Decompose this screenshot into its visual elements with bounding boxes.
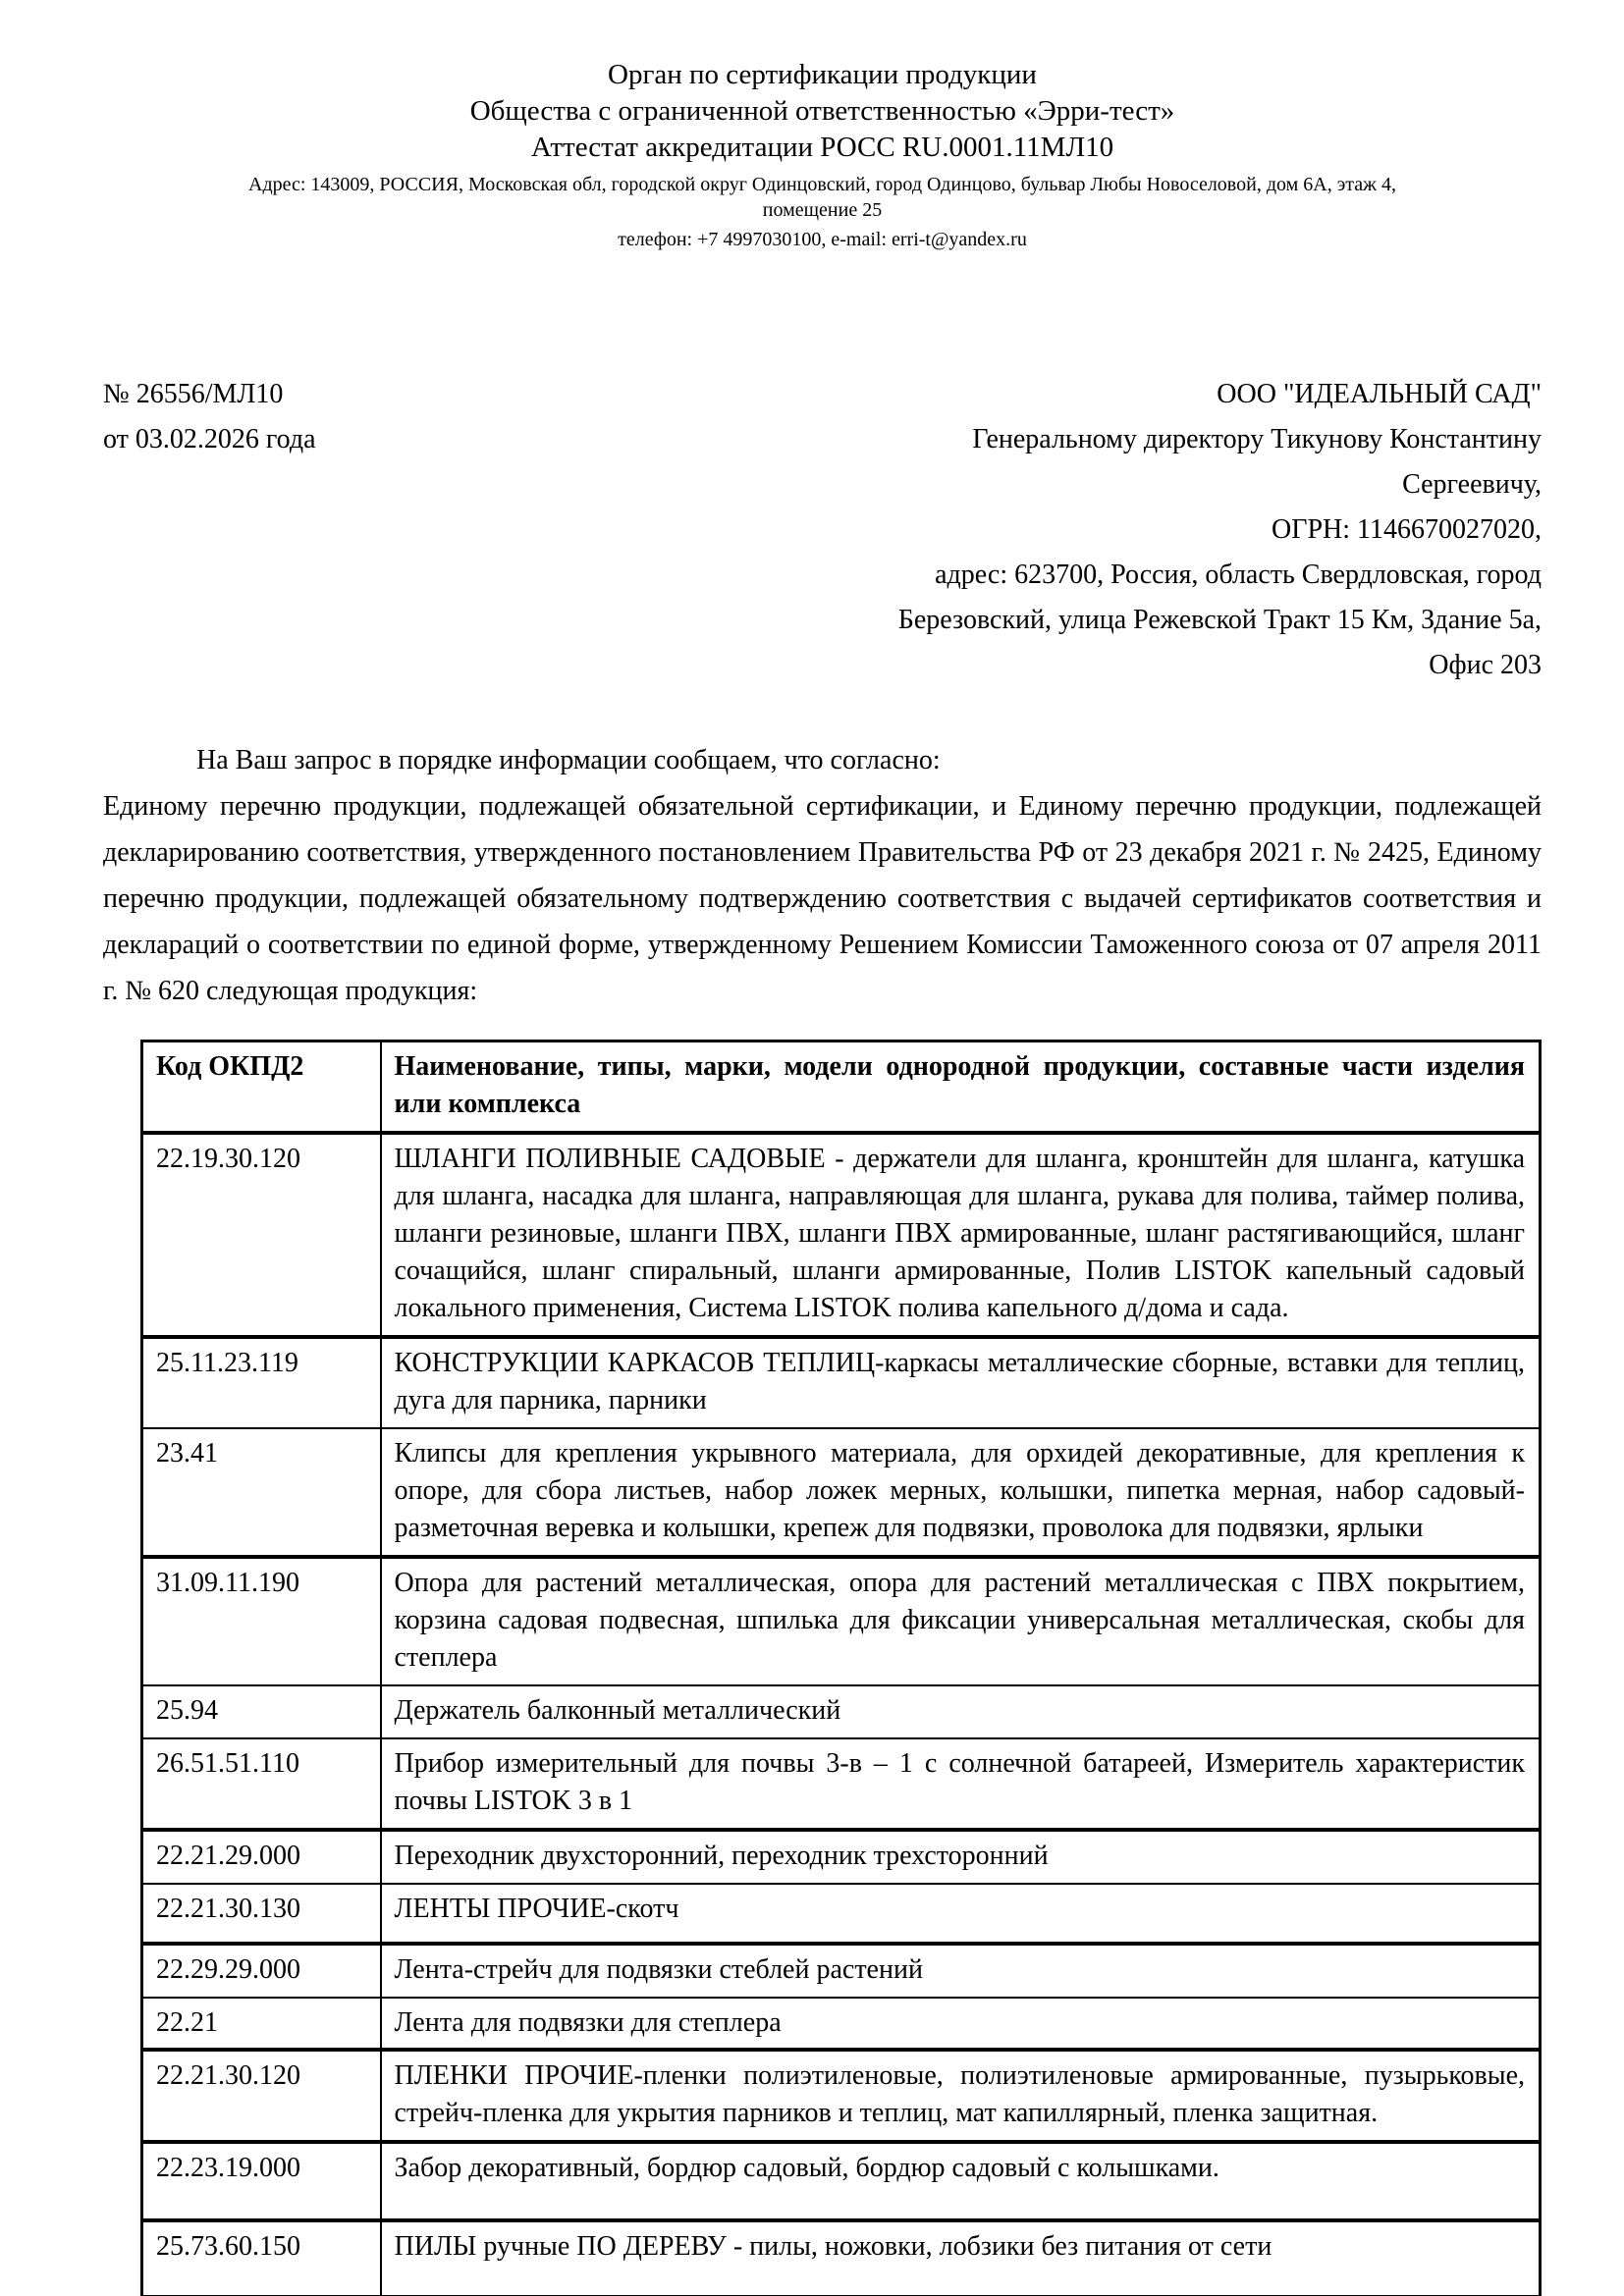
org-address xyxy=(103,172,1542,223)
recipient-line: ОГРН: 1146670027020, xyxy=(1272,514,1542,545)
body-paragraph-main: Единому перечню продукции, подлежащей обязательной сертификации, и Единому перечню продукции, подлежащей декларированию соответствия, утвержденного постановлением Правительства РФ от 23 декабря 2021 г. № 2425, Единому перечню продукции, подлежащей обязательному подтверждению соответствия с выдачей сертификатов соответствия и деклараций о соответствии по единой форме, утвержденному Решением Комиссии Таможенного союза от 07 апреля 2011 г. № 620 следующая продукция: xyxy=(103,791,1542,1006)
row-description: ШЛАНГИ ПОЛИВНЫЕ САДОВЫЕ - держатели для шланга, кронштейн для шланга, катушка для шланга, насадка для шланга, направляющая для шланга, рукава для полива, таймер полива, шланги резиновые, шланги ПВХ, шланги ПВХ армированные, шланг растягивающийся, шланг сочащийся, шланг спиральный, шланги армированные, Полив LISTOK капельный садовый локального применения, Система LISTOK полива капельного д/дома и сада. xyxy=(381,1133,1541,1337)
org-address-line-2: помещение 25 xyxy=(762,199,883,221)
row-code: 22.21.30.120 xyxy=(142,2050,381,2142)
row-code: 22.23.19.000 xyxy=(142,2142,381,2220)
header-cell-name: Наименование, типы, марки, модели однородной продукции, составные части изделия или комплекса xyxy=(381,1041,1541,1134)
row-code: 22.21.30.130 xyxy=(142,1884,381,1944)
row-description: Лента-стрейч для подвязки стеблей растений xyxy=(381,1944,1541,1998)
row-code: 25.94 xyxy=(142,1685,381,1738)
table-row xyxy=(142,2220,1541,2296)
row-code: 31.09.11.190 xyxy=(142,1557,381,1685)
row-description: Опора для растений металлическая, опора для растений металлическая с ПВХ покрытием, корзина садовая подвесная, шпилька для фиксации универсальная металлическая, скобы для степлера xyxy=(381,1557,1541,1685)
table-row xyxy=(142,1944,1541,1998)
row-code: 22.21 xyxy=(142,1998,381,2050)
recipient-line: Сергеевичу, xyxy=(1402,469,1542,500)
row-description: ЛЕНТЫ ПРОЧИЕ-скотч xyxy=(381,1884,1541,1944)
recipient-line: адрес: 623700, Россия, область Свердловская, город xyxy=(935,560,1542,590)
row-description: Переходник двухсторонний, переходник трехсторонний xyxy=(381,1830,1541,1884)
table-row xyxy=(142,1998,1541,2050)
recipient-line: ООО "ИДЕАЛЬНЫЙ САД" xyxy=(1217,379,1542,409)
letter-number: № 26556/МЛ10 xyxy=(103,379,284,409)
recipient-line: Березовский, улица Режевской Тракт 15 Км, Здание 5а, xyxy=(897,605,1542,635)
products-table-header xyxy=(142,1041,1541,1134)
products-table xyxy=(140,1040,1542,2296)
row-code: 22.21.29.000 xyxy=(142,1830,381,1884)
row-code: 22.29.29.000 xyxy=(142,1944,381,1998)
row-code: 25.73.60.150 xyxy=(142,2220,381,2296)
org-title-line-2: Общества с ограниченной ответственностью «Эрри-тест» xyxy=(469,95,1175,127)
row-description: Клипсы для крепления укрывного материала, для орхидей декоративные, для крепления к опоре, для сбора листьев, набор ложек мерных, колышки, пипетка мерная, набор садовый-разметочная веревка и колышки, крепеж для подвязки, проволока для подвязки, ярлыки xyxy=(381,1428,1541,1557)
org-address-line-1: Адрес: 143009, РОССИЯ, Московская обл, городской округ Одинцовский, город Одинцово, бульвар Любы Новоселовой, дом 6А, этаж 4, xyxy=(248,174,1396,195)
products-table-body xyxy=(142,1133,1541,2296)
recipient-line: Офис 203 xyxy=(1429,650,1542,680)
row-description: ПЛЕНКИ ПРОЧИЕ-пленки полиэтиленовые, полиэтиленовые армированные, пузырьковые, стрейч-пленка для укрытия парников и теплиц, мат капиллярный, пленка защитная. xyxy=(381,2050,1541,2142)
org-title-line-3: Аттестат аккредитации РОСС RU.0001.11МЛ10 xyxy=(530,132,1114,163)
letter-body xyxy=(103,737,1542,1014)
body-paragraph-intro: На Ваш запрос в порядке информации сообщаем, что согласно: xyxy=(196,745,941,775)
org-title-line-1: Орган по сертификации продукции xyxy=(608,59,1037,90)
letter-meta xyxy=(103,372,1542,688)
row-code: 23.41 xyxy=(142,1428,381,1557)
table-row xyxy=(142,1685,1541,1738)
table-row xyxy=(142,1830,1541,1884)
org-header xyxy=(103,57,1542,252)
org-contact: телефон: +7 4997030100, e-mail: erri-t@yandex.ru xyxy=(618,229,1027,250)
table-row xyxy=(142,1133,1541,1337)
header-row xyxy=(142,1041,1541,1134)
table-row xyxy=(142,2142,1541,2220)
table-row xyxy=(142,1557,1541,1685)
letter-number-block xyxy=(103,372,316,462)
table-row xyxy=(142,1884,1541,1944)
row-description: ПИЛЫ ручные ПО ДЕРЕВУ - пилы, ножовки, лобзики без питания от сети xyxy=(381,2220,1541,2296)
row-description: КОНСТРУКЦИИ КАРКАСОВ ТЕПЛИЦ-каркасы металлические сборные, вставки для теплиц, дуга для парника, парники xyxy=(381,1337,1541,1428)
row-code: 22.19.30.120 xyxy=(142,1133,381,1337)
row-description: Прибор измерительный для почвы 3-в – 1 с солнечной батареей, Измеритель характеристик почвы LISTOK 3 в 1 xyxy=(381,1738,1541,1830)
row-code: 26.51.51.110 xyxy=(142,1738,381,1830)
row-code: 25.11.23.119 xyxy=(142,1337,381,1428)
letter-date: от 03.02.2026 года xyxy=(103,424,316,454)
table-row xyxy=(142,1428,1541,1557)
header-cell-code: Код ОКПД2 xyxy=(142,1041,381,1134)
recipient-block xyxy=(825,372,1542,688)
table-row xyxy=(142,2050,1541,2142)
recipient-line: Генеральному директору Тикунову Константину xyxy=(972,424,1542,454)
table-row xyxy=(142,1738,1541,1830)
row-description: Держатель балконный металлический xyxy=(381,1685,1541,1738)
row-description: Лента для подвязки для степлера xyxy=(381,1998,1541,2050)
row-description: Забор декоративный, бордюр садовый, бордюр садовый с колышками. xyxy=(381,2142,1541,2220)
table-row xyxy=(142,1337,1541,1428)
